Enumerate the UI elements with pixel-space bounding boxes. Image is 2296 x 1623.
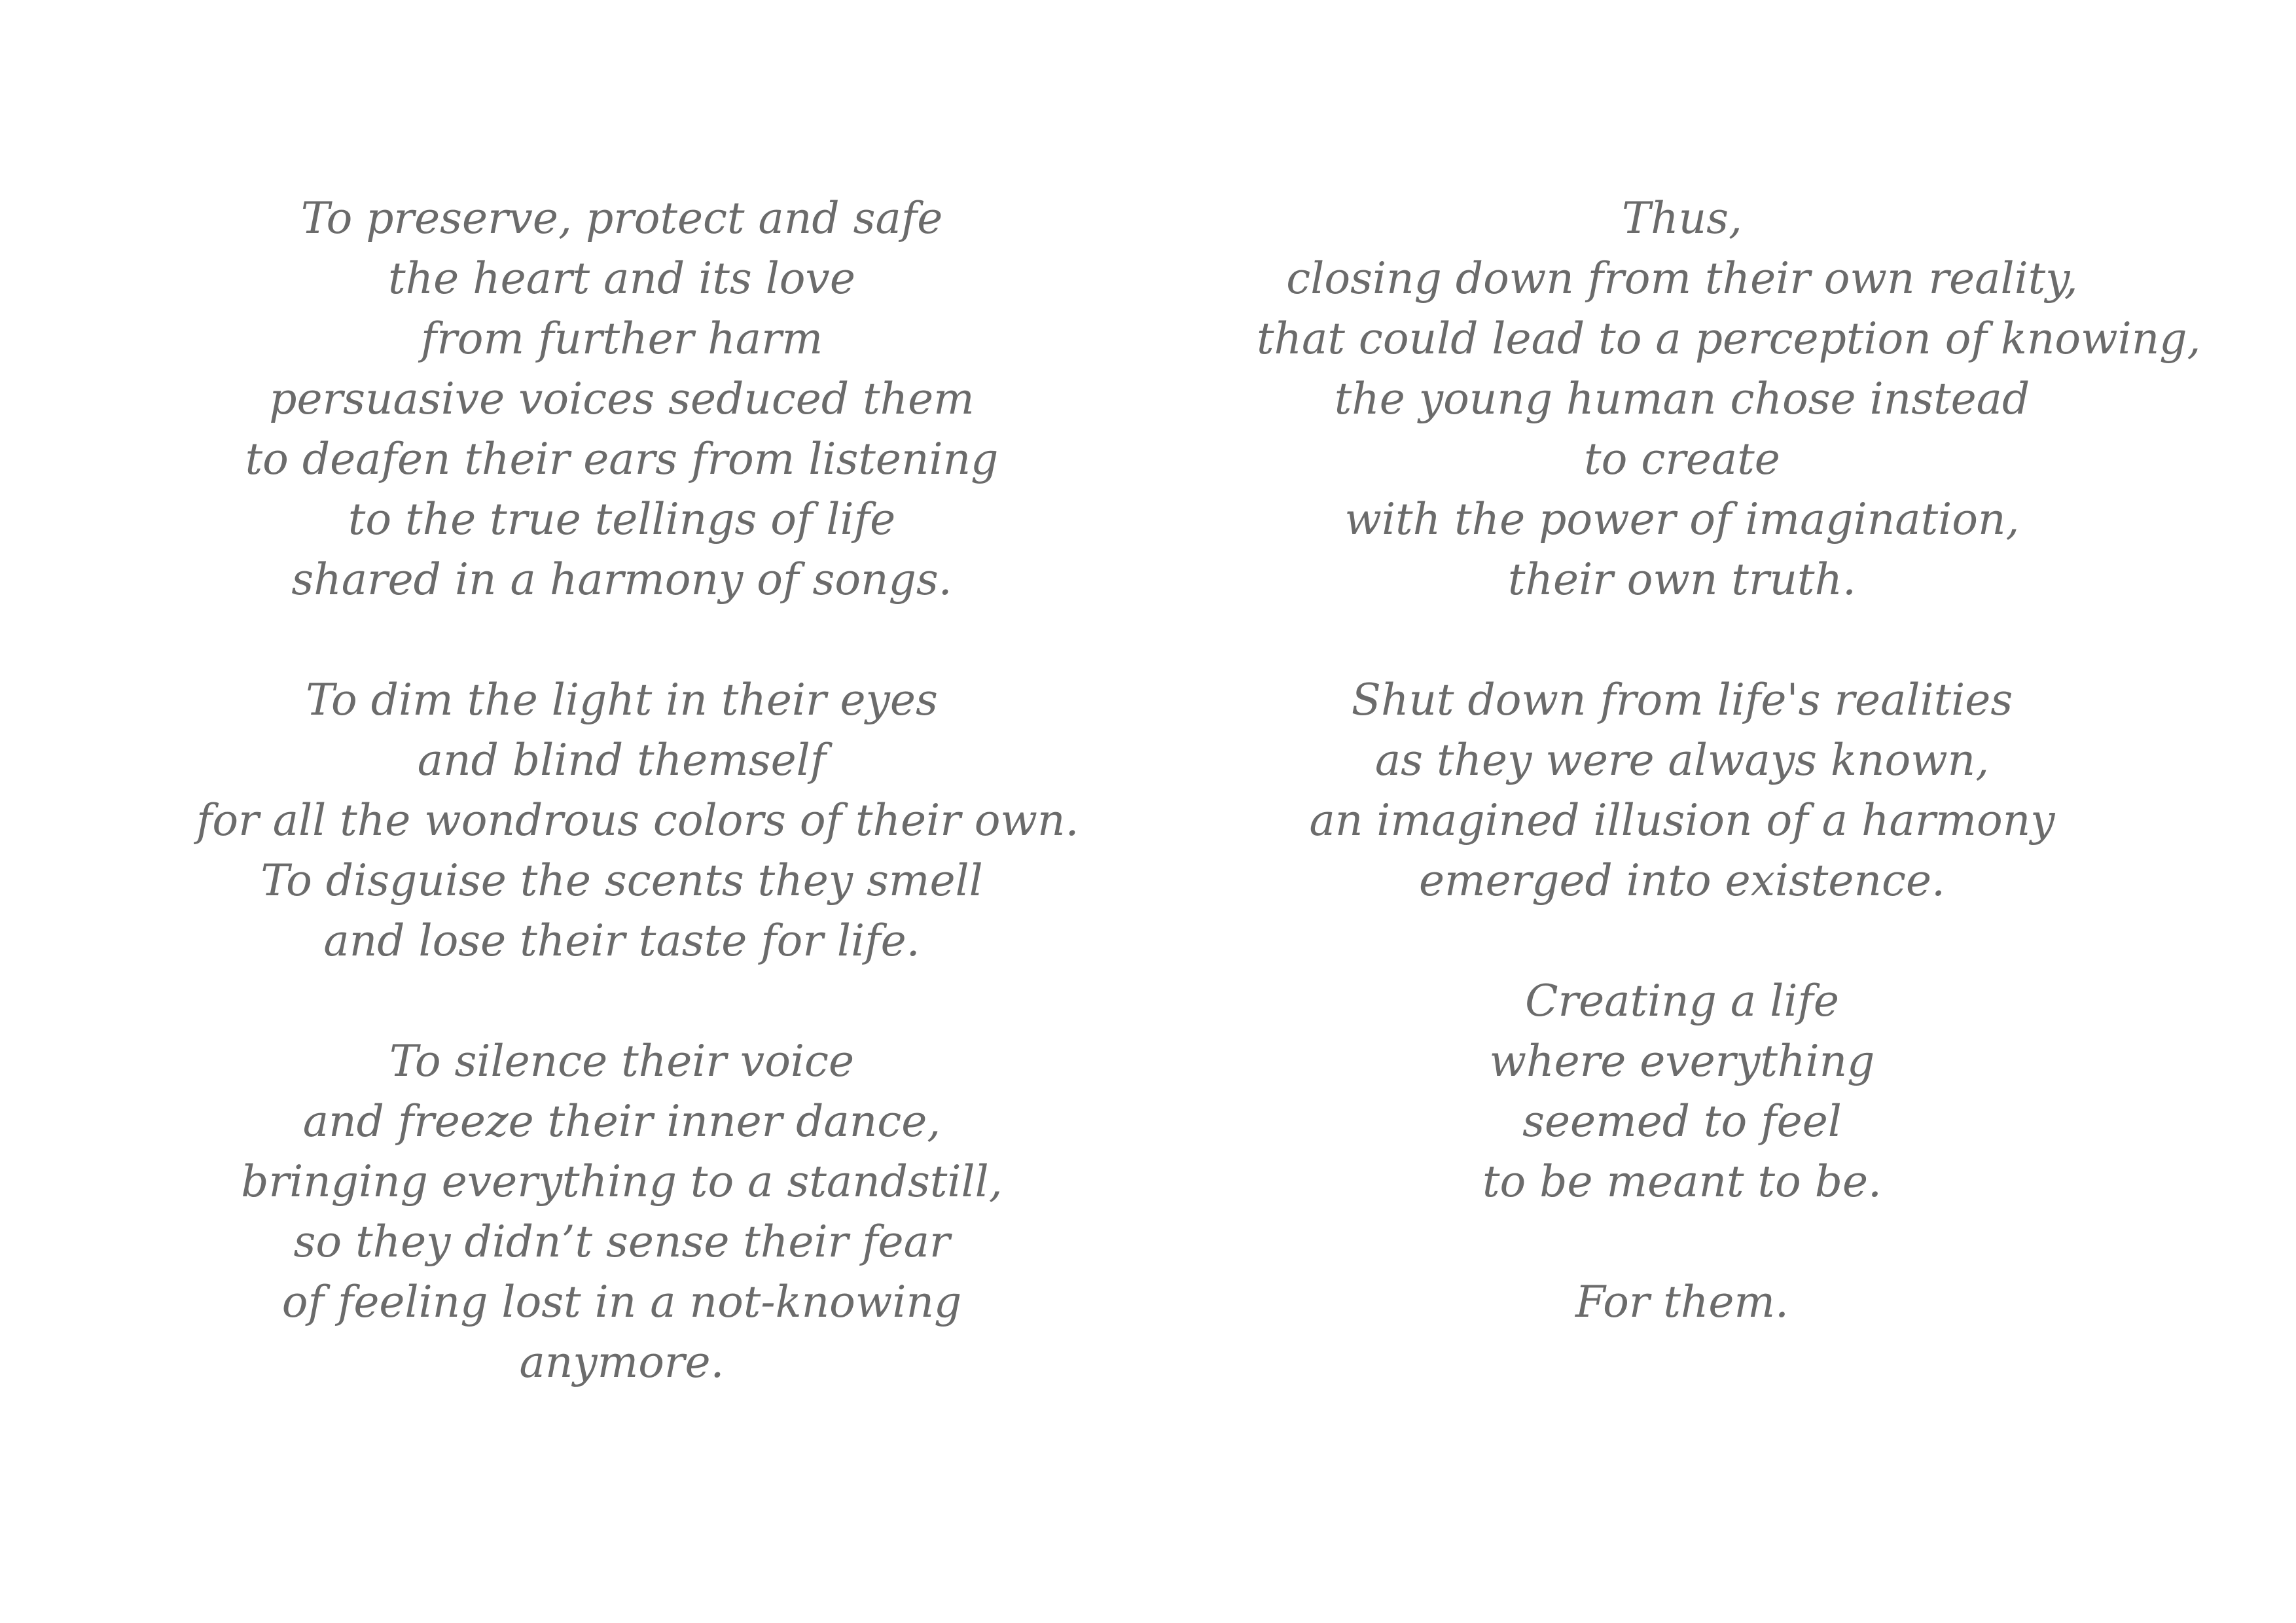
poem-column-left [196, 188, 1079, 1393]
poem-line: so they didn’t sense their fear [293, 1217, 950, 1267]
poem-line: and blind themself [417, 735, 827, 785]
poem-column-right [1257, 188, 2201, 1332]
poem-line: persuasive voices seduced them [269, 374, 975, 424]
poem-line: To preserve, protect and safe [300, 193, 943, 243]
poem-line: to deafen their ears from listening [245, 434, 999, 484]
poem-line: seemed to feel [1522, 1096, 1842, 1147]
poem-line: bringing everything to a standstill, [241, 1156, 1003, 1207]
poem-line: and freeze their inner dance, [302, 1096, 941, 1147]
poem-line: Creating a life [1525, 976, 1839, 1026]
poem-line: with the power of imagination, [1344, 494, 2020, 544]
poem-line: emerged into existence. [1419, 855, 1945, 906]
poem-line: an imagined illusion of a harmony [1309, 795, 2055, 846]
poem-line: to the true tellings of life [348, 494, 896, 544]
stanza [196, 188, 1047, 610]
stanza [1257, 1272, 2108, 1332]
poem-line: For them. [1575, 1277, 1789, 1327]
poem-line: for all the wondrous colors of their own. [196, 795, 1079, 846]
poem-line: closing down from their own reality, [1286, 253, 2078, 304]
stanza [1257, 971, 2108, 1212]
poem-line: Shut down from life's realities [1351, 675, 2013, 725]
poem-line: To dim the light in their eyes [306, 675, 938, 725]
poem-line: the heart and its love [388, 253, 855, 304]
poem-line: shared in a harmony of songs. [291, 554, 952, 605]
poem-line: as they were always known, [1374, 735, 1990, 785]
poem-line: that could lead to a perception of knowing, [1257, 313, 2201, 364]
poem-line: and lose their taste for life. [323, 916, 920, 966]
poem-line: To disguise the scents they smell [260, 855, 983, 906]
stanza [1257, 670, 2108, 911]
poem-line: To silence their voice [389, 1036, 855, 1086]
poem-line: anymore. [519, 1337, 725, 1387]
poem-line: of feeling lost in a not-knowing [281, 1277, 962, 1327]
poem-line: to create [1584, 434, 1780, 484]
poem-line: where everything [1489, 1036, 1875, 1086]
poem-line: their own truth. [1507, 554, 1857, 605]
stanza [1257, 188, 2201, 610]
poem-line: to be meant to be. [1482, 1156, 1882, 1207]
stanza [196, 1031, 1047, 1393]
poem-line: from further harm [420, 313, 823, 364]
stanza [196, 670, 1079, 971]
poem-line: Thus, [1622, 193, 1742, 243]
poem-line: the young human chose instead [1334, 374, 2030, 424]
